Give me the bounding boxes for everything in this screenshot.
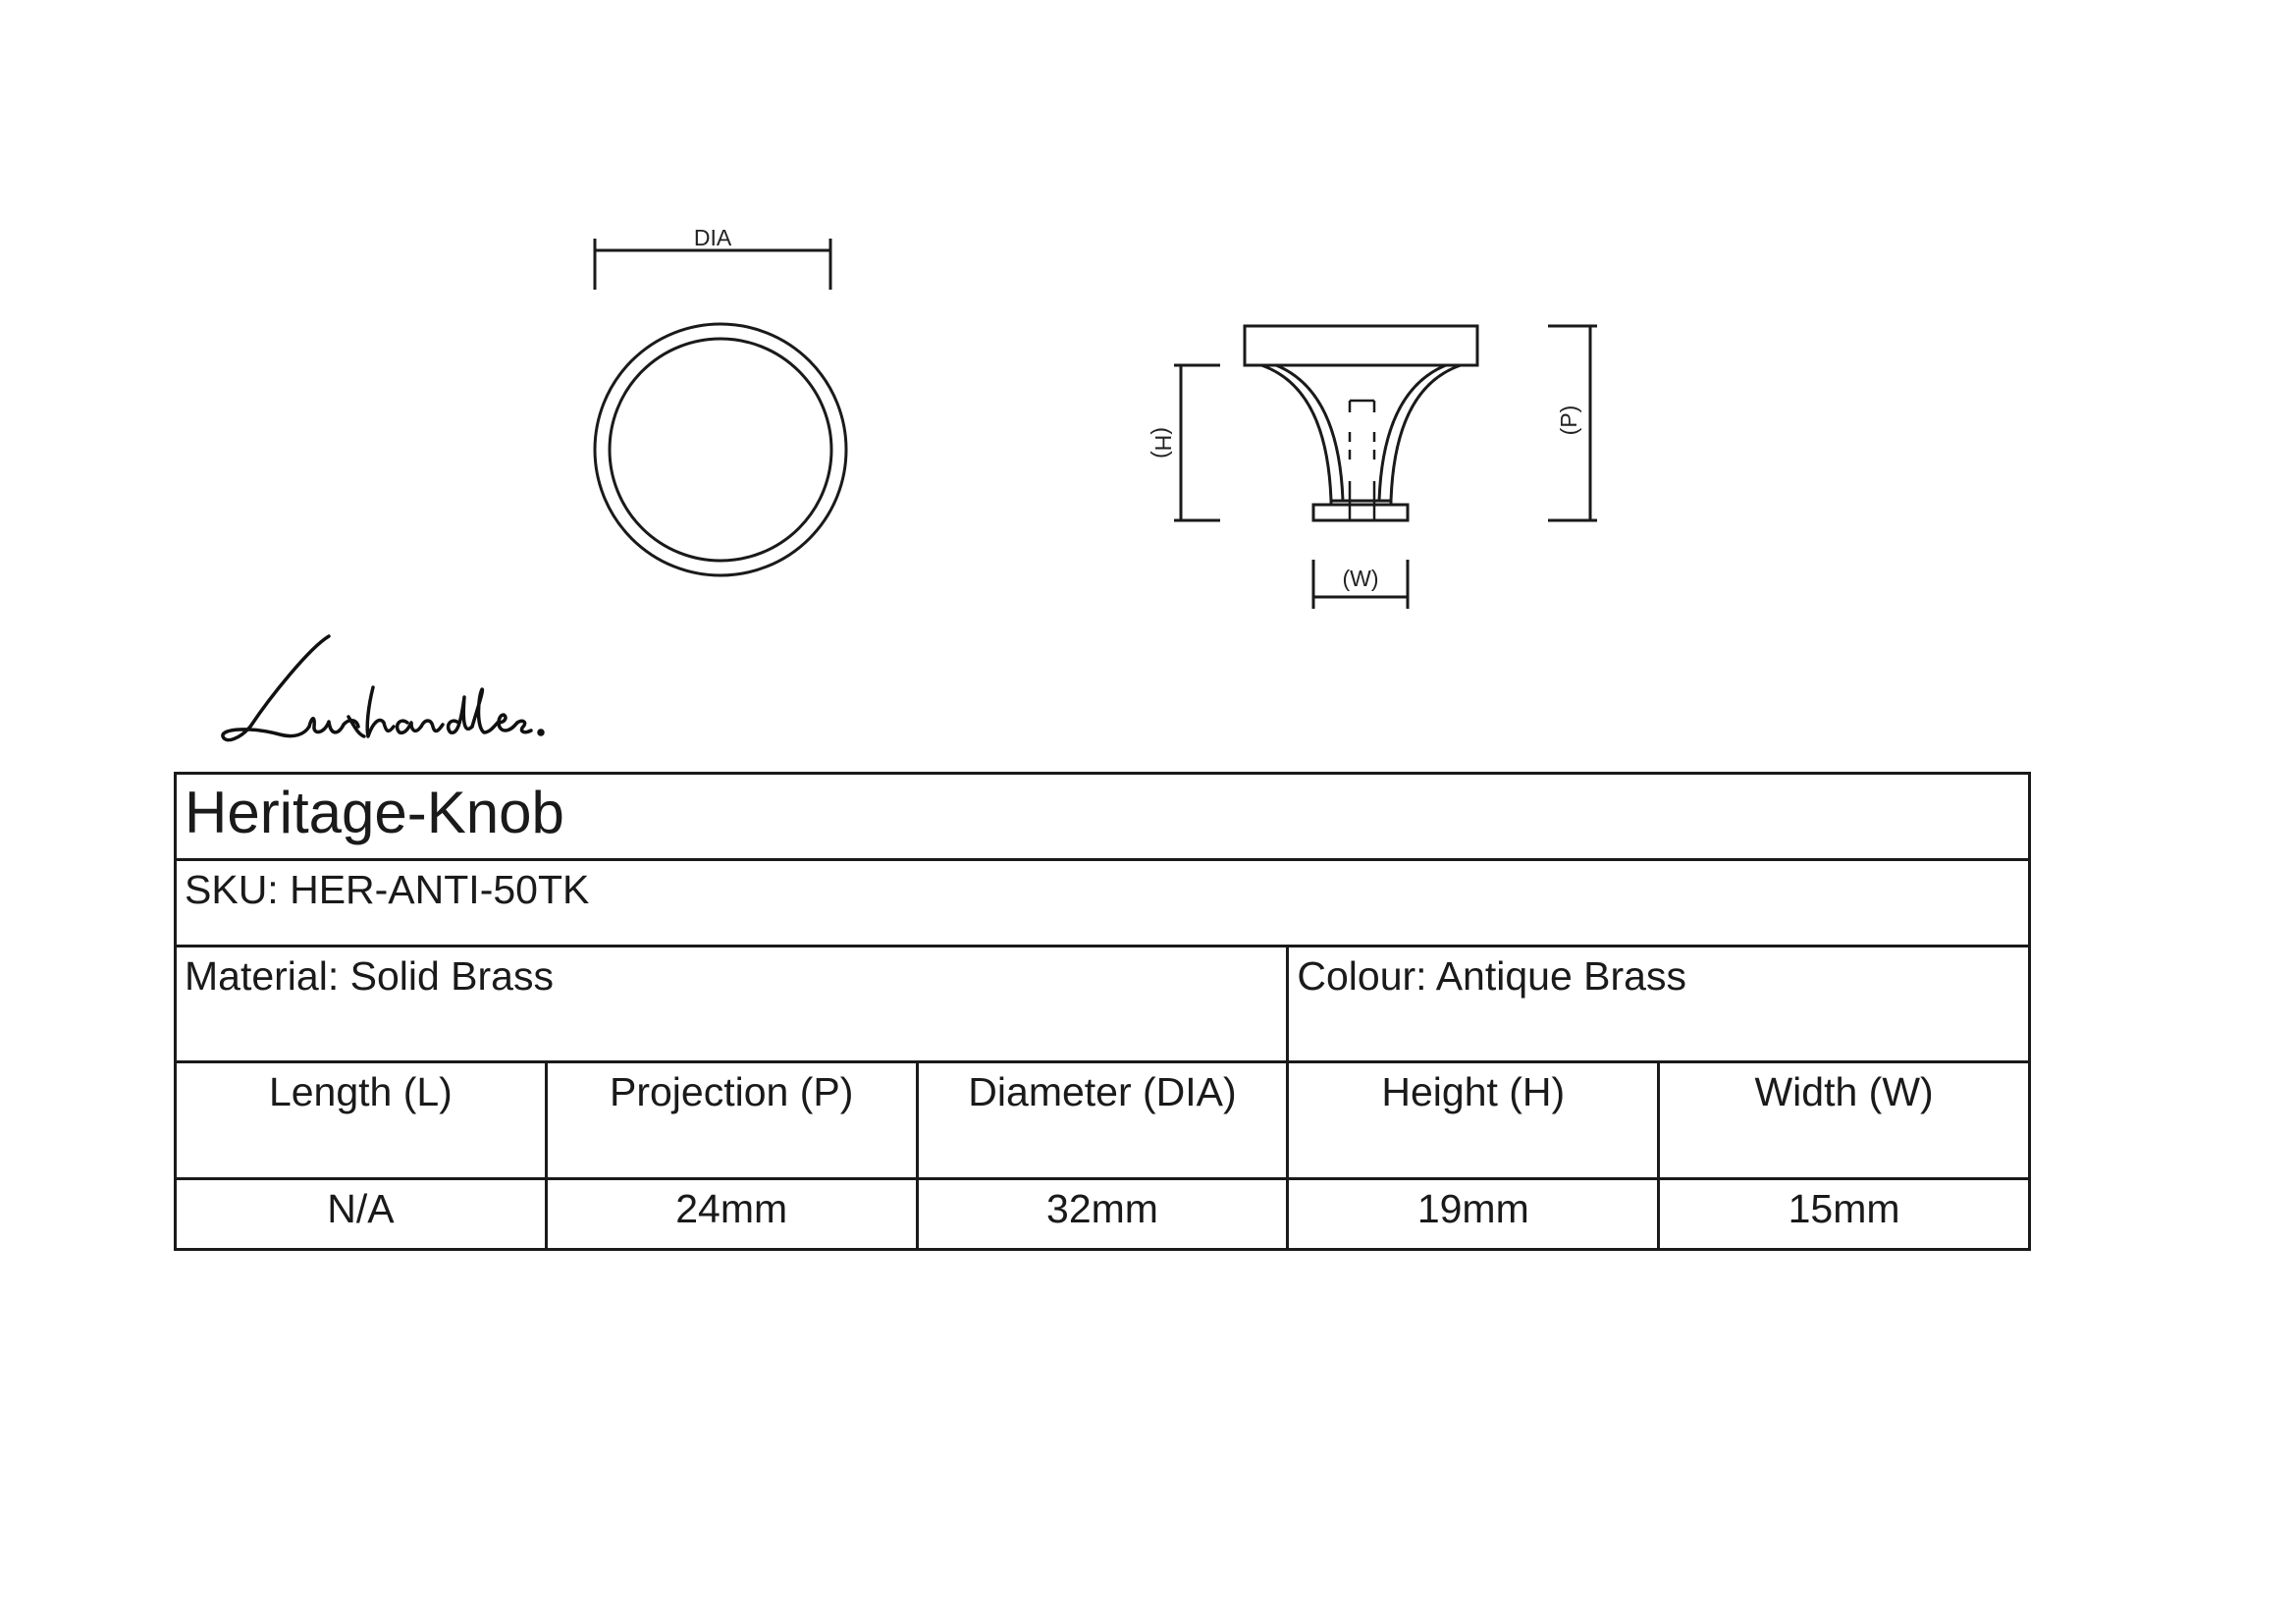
side-view <box>1150 326 1597 609</box>
dia-label: DIA <box>693 225 732 250</box>
header-projection: Projection (P) <box>546 1062 917 1179</box>
luxhandles-logo <box>211 628 555 751</box>
value-projection: 24mm <box>546 1179 917 1250</box>
knob-neck-right <box>1391 365 1461 501</box>
material-row <box>176 947 2030 1062</box>
knob-inner-circle <box>610 339 831 561</box>
dimension-header-row <box>176 1062 2030 1179</box>
value-width: 15mm <box>1659 1179 2030 1250</box>
header-length: Length (L) <box>176 1062 547 1179</box>
product-title: Heritage-Knob <box>176 774 2030 860</box>
sku-row <box>176 860 2030 947</box>
knob-neck-left <box>1261 365 1331 501</box>
value-length: N/A <box>176 1179 547 1250</box>
knob-head <box>1245 326 1477 365</box>
width-label: (W) <box>1342 566 1379 591</box>
top-view <box>595 225 846 575</box>
product-sku: SKU: HER-ANTI-50TK <box>176 860 2030 947</box>
value-height: 19mm <box>1288 1179 1659 1250</box>
spec-table <box>174 772 2031 1251</box>
title-row <box>176 774 2030 860</box>
hidden-stem <box>1350 401 1374 520</box>
header-diameter: Diameter (DIA) <box>917 1062 1288 1179</box>
header-width: Width (W) <box>1659 1062 2030 1179</box>
knob-neck-inner-right <box>1379 365 1446 501</box>
knob-base <box>1313 505 1408 520</box>
height-label: (H) <box>1149 427 1176 459</box>
knob-neck-inner-left <box>1276 365 1343 501</box>
projection-label: (P) <box>1556 405 1582 436</box>
knob-outer-circle <box>595 324 846 575</box>
product-material: Material: Solid Brass <box>176 947 1288 1062</box>
product-colour: Colour: Antique Brass <box>1288 947 2030 1062</box>
value-diameter: 32mm <box>917 1179 1288 1250</box>
dimension-value-row <box>176 1179 2030 1250</box>
header-height: Height (H) <box>1288 1062 1659 1179</box>
